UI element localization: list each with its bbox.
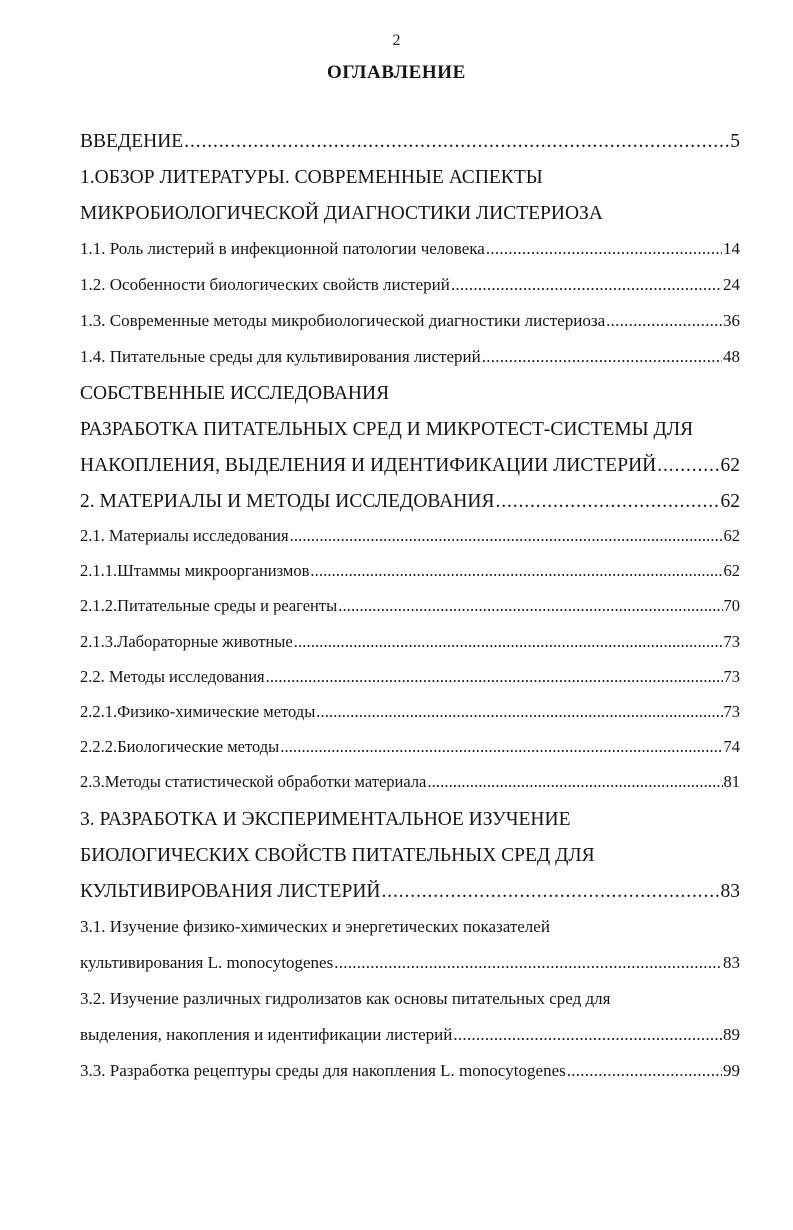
dot-leader (184, 132, 729, 152)
toc-entry-label: 3. РАЗРАБОТКА И ЭКСПЕРИМЕНТАЛЬНОЕ ИЗУЧЕНИЕ (80, 808, 571, 830)
toc-entry-label: СОБСТВЕННЫЕ ИССЛЕДОВАНИЯ (80, 383, 390, 404)
toc-entry-label: 1.2. Особенности биологических свойств листерий (80, 275, 450, 294)
toc-entry-label: КУЛЬТИВИРОВАНИЯ ЛИСТЕРИЙ (80, 880, 381, 902)
toc-entry-chapter-1-cont (80, 204, 740, 240)
toc-entry-label: НАКОПЛЕНИЯ, ВЫДЕЛЕНИЯ И ИДЕНТИФИКАЦИИ ЛИСТЕРИЙ (80, 455, 657, 476)
toc-title: ОГЛАВЛЕНИЕ (327, 62, 466, 83)
table-of-contents (80, 132, 740, 1098)
toc-entry-page: 73 (723, 631, 740, 651)
toc-entry-page: 48 (723, 347, 740, 366)
toc-entry-2-1-3 (80, 631, 740, 669)
toc-entry-label: 2.1.2.Питательные среды и реагенты (80, 596, 338, 616)
dot-leader (567, 1062, 722, 1079)
toc-entry-label: выделения, накопления и идентификации листерий (80, 1024, 453, 1044)
toc-entry-page: 62 (723, 561, 740, 581)
toc-entry-page: 5 (730, 131, 740, 152)
toc-entry-development-cont (80, 456, 740, 492)
toc-entry-own-research (80, 384, 740, 420)
toc-entry-2-2-2 (80, 739, 740, 774)
toc-entry-3-2-cont (80, 1026, 740, 1062)
toc-entry-label: 1.ОБЗОР ЛИТЕРАТУРЫ. СОВРЕМЕННЫЕ АСПЕКТЫ (80, 167, 543, 188)
dot-leader (294, 634, 723, 651)
dot-leader (451, 276, 722, 293)
dot-leader (338, 598, 722, 615)
toc-entry-2-1-2 (80, 598, 740, 633)
toc-entry-chapter-2 (80, 492, 740, 528)
toc-entry-2-3 (80, 774, 740, 809)
toc-entry-page: 74 (723, 737, 740, 757)
toc-entry-chapter-1 (80, 168, 740, 204)
toc-entry-3-2 (80, 990, 740, 1026)
toc-entry-label: МИКРОБИОЛОГИЧЕСКОЙ ДИАГНОСТИКИ ЛИСТЕРИОЗА (80, 203, 603, 224)
toc-entry-page: 73 (723, 701, 740, 721)
toc-entry-3-1-cont (80, 954, 740, 990)
toc-entry-2-1 (80, 528, 740, 563)
dot-leader (290, 528, 723, 545)
toc-entry-label: культивирования L. monocytogenes (80, 952, 334, 972)
dot-leader (453, 1026, 722, 1043)
toc-entry-label: 1.3. Современные методы микробиологической диагностики листериоза (80, 311, 606, 330)
toc-entry-page: 36 (723, 311, 740, 330)
toc-entry-1-3 (80, 312, 740, 348)
toc-entry-page: 99 (723, 1060, 740, 1080)
toc-entry-label: 2.1. Материалы исследования (80, 526, 289, 545)
dot-leader (495, 492, 719, 512)
toc-entry-label: БИОЛОГИЧЕСКИХ СВОЙСТВ ПИТАТЕЛЬНЫХ СРЕД ДЛЯ (80, 844, 595, 866)
toc-entry-2-1-1 (80, 563, 740, 598)
toc-entry-3-3 (80, 1062, 740, 1098)
toc-entry-page: 62 (723, 526, 740, 545)
dot-leader (482, 348, 722, 365)
toc-entry-label: 2.2.2.Биологические методы (80, 737, 280, 757)
toc-entry-page: 24 (723, 275, 740, 294)
dot-leader (266, 669, 723, 686)
toc-entry-3-1 (80, 918, 740, 954)
dot-leader (316, 704, 722, 721)
toc-entry-page: 73 (723, 666, 740, 686)
toc-entry-label: ВВЕДЕНИЕ (80, 131, 184, 152)
toc-entry-label: 2. МАТЕРИАЛЫ И МЕТОДЫ ИССЛЕДОВАНИЯ (80, 491, 495, 512)
toc-entry-page: 62 (720, 455, 740, 476)
dot-leader (310, 563, 722, 580)
toc-entry-label: 2.2. Методы исследования (80, 666, 265, 686)
dot-leader (486, 240, 722, 257)
toc-entry-page: 14 (723, 239, 740, 258)
toc-entry-label: 3.2. Изучение различных гидролизатов как основы питательных сред для (80, 988, 611, 1008)
dot-leader (280, 739, 722, 756)
toc-entry-page: 62 (720, 491, 740, 512)
toc-entry-page: 83 (720, 880, 740, 902)
toc-entry-page: 81 (723, 772, 740, 792)
toc-entry-label: 2.1.3.Лабораторные животные (80, 631, 293, 651)
toc-entry-chapter-3-cont (80, 846, 740, 882)
toc-entry-label: 2.3.Методы статистической обработки материала (80, 772, 427, 792)
toc-entry-label: 3.1. Изучение физико-химических и энергетических показателей (80, 916, 550, 936)
toc-entry-chapter-3-end (80, 882, 740, 918)
toc-entry-development (80, 420, 740, 456)
toc-entry-1-2 (80, 276, 740, 312)
toc-entry-label: 2.1.1.Штаммы микроорганизмов (80, 561, 310, 581)
dot-leader (334, 954, 722, 971)
page-number: 2 (392, 32, 401, 49)
toc-entry-label: 3.3. Разработка рецептуры среды для накопления L. monocytogenes (80, 1060, 566, 1080)
dot-leader (657, 456, 719, 476)
toc-entry-1-1 (80, 240, 740, 276)
dot-leader (381, 882, 719, 902)
toc-entry-page: 89 (723, 1024, 740, 1044)
toc-entry-chapter-3 (80, 810, 740, 846)
dot-leader (427, 774, 722, 791)
dot-leader (606, 312, 722, 329)
toc-entry-label: 1.1. Роль листерий в инфекционной патологии человека (80, 239, 485, 258)
toc-entry-page: 83 (723, 952, 740, 972)
toc-entry-2-2-1 (80, 701, 740, 739)
toc-entry-label: РАЗРАБОТКА ПИТАТЕЛЬНЫХ СРЕД И МИКРОТЕСТ-СИСТЕМЫ ДЛЯ (80, 419, 694, 440)
toc-entry-label: 2.2.1.Физико-химические методы (80, 701, 316, 721)
toc-entry-2-2 (80, 666, 740, 704)
toc-entry-label: 1.4. Питательные среды для культивирования листерий (80, 347, 481, 366)
toc-entry-introduction (80, 132, 740, 168)
toc-entry-1-4 (80, 348, 740, 384)
toc-entry-page: 70 (723, 596, 740, 616)
